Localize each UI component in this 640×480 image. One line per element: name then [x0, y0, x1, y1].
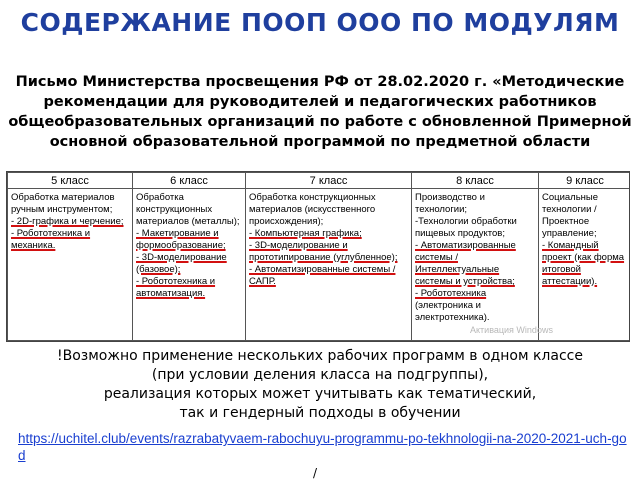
note-block — [0, 347, 640, 423]
cell-line: -Технологии обработки пищевых продуктов; — [415, 216, 517, 239]
cell-line: - Робототехника и автоматизация. — [136, 276, 216, 299]
windows-activation-watermark: Активация Windows — [470, 325, 553, 335]
cell-grade-5 — [8, 189, 133, 341]
header-grade-8: 8 класс — [412, 173, 539, 189]
cell-line: Социальные технологии / Проектное управление; — [542, 192, 599, 239]
source-link[interactable]: https://uchitel.club/events/razrabatyvaem-rabochuyu-programmu-po-tekhnologii-na-2020-2021-uch-god — [18, 431, 627, 463]
cell-line: - Автоматизированные системы / САПР. — [249, 264, 396, 287]
header-grade-7: 7 класс — [246, 173, 412, 189]
cell-line: Обработка конструкционных материалов (искусственного происхождения); — [249, 192, 376, 227]
letter-reference: Письмо Министерства просвещения РФ от 28.02.2020 г. «Методические рекомендации для руководителей и педагогических работников общеобразовательных организаций по работе с обновленной Примерной основной образовательной программой по предметной области — [8, 74, 632, 150]
cell-line: - 3D-моделирование (базовое); — [136, 252, 227, 275]
cell-line: Производство и технологии; — [415, 192, 485, 215]
table-row — [8, 189, 631, 341]
note-line: !Возможно применение нескольких рабочих программ в одном классе — [57, 348, 583, 364]
cell-grade-6 — [133, 189, 246, 341]
cell-grade-7 — [246, 189, 412, 341]
cell-line: - 3D-моделирование и прототипирование (углубленное); — [249, 240, 398, 263]
note-line: так и гендерный подходы в обучении — [179, 405, 461, 421]
table-header-row — [8, 173, 631, 189]
cell-line: - Робототехника и механика. — [11, 228, 91, 251]
cell-line: - Робототехника — [415, 288, 487, 299]
page-title: СОДЕРЖАНИЕ ПООП ООО ПО МОДУЛЯМ — [20, 8, 620, 37]
cell-line: - Компьютерная графика; — [249, 228, 362, 239]
header-grade-6: 6 класс — [133, 173, 246, 189]
cell-line: Обработка материалов ручным инструментом; — [11, 192, 115, 215]
header-grade-5: 5 класс — [8, 173, 133, 189]
cell-line: - Командный проект (как форма итоговой аттестации). — [542, 240, 625, 287]
header-grade-9: 9 класс — [539, 173, 631, 189]
modules-table — [6, 171, 630, 342]
cell-line: Обработка конструкционных материалов (металлы); — [136, 192, 240, 227]
slash-text: / — [313, 466, 318, 480]
cell-line: - Автоматизированные системы / — [415, 240, 516, 263]
cell-line: - Макетирование и формообразование; — [136, 228, 226, 251]
note-line: (при условии деления класса на подгруппы), — [151, 367, 489, 383]
cell-line: - 2D-графика и черчение; — [11, 216, 124, 227]
note-line: реализация которых может учитывать как тематический, — [103, 386, 537, 402]
modules-grid — [7, 172, 630, 341]
cell-grade-9 — [539, 189, 631, 341]
cell-grade-8 — [412, 189, 539, 341]
cell-line: (электроника и электротехника). — [415, 300, 490, 323]
cell-line: Интеллектуальные системы и устройства; — [415, 264, 515, 287]
